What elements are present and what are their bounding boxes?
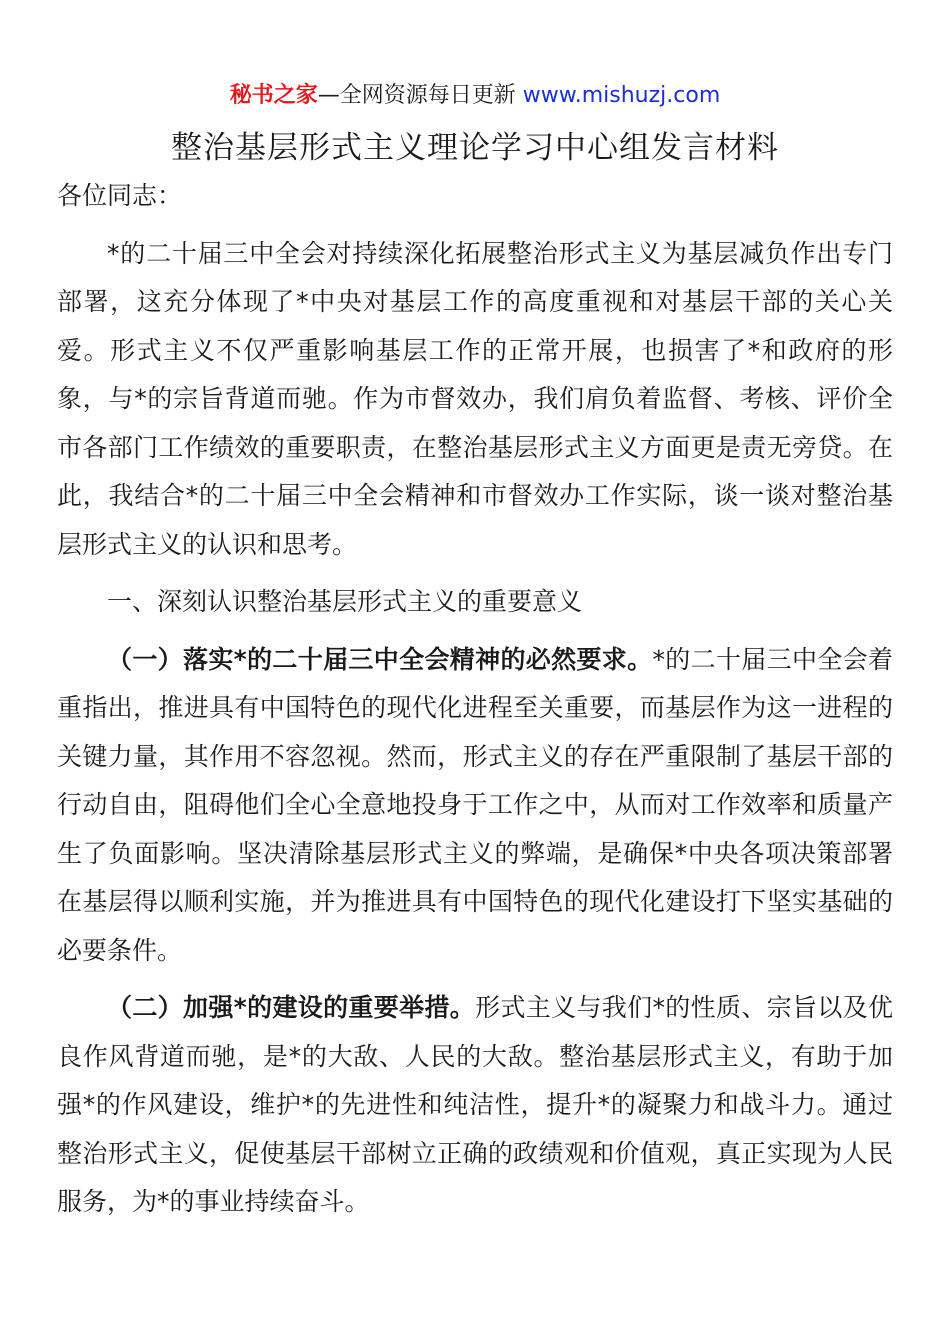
paragraph-1-text: *的二十届三中全会着重指出，推进具有中国特色的现代化进程至关重要，而基层作为这一进程的关键力量，其作用不容忽视。然而，形式主义的存在严重限制了基层干部的行动自由，阻碍他们全心全意地投身于工作之中，从而对工作效率和质量产生了负面影响。坚决清除基层形式主义的弊端，是确保*中央各项决策部署在基层得以顺利实施，并为推进具有中国特色的现代化建设打下坚实基础的必要条件。 xyxy=(57,644,893,965)
salutation: 各位同志： xyxy=(57,181,183,210)
paragraph-2-subheading: （二）加强*的建设的重要举措。 xyxy=(107,993,476,1022)
paragraph-1-subheading: （一）落实*的二十届三中全会精神的必然要求。 xyxy=(107,644,653,674)
paragraph-1 xyxy=(57,636,893,976)
document-body xyxy=(57,172,893,1227)
brand-name: 秘书之家 xyxy=(229,83,318,108)
header-tagline: —全网资源每日更新 xyxy=(317,83,523,108)
intro-paragraph: *的二十届三中全会对持续深化拓展整治形式主义为基层减负作出专门部署，这充分体现了*中央对基层工作的高度重视和对基层干部的关心关爱。形式主义不仅严重影响基层工作的正常开展，也损害了*和政府的形象，与*的宗旨背道而驰。作为市督效办，我们肩负着监督、考核、评价全市各部门工作绩效的重要职责，在整治基层形式主义方面更是责无旁贷。在此，我结合*的二十届三中全会精神和市督效办工作实际，谈一谈对整治基层形式主义的认识和思考。 xyxy=(57,238,893,559)
paragraph-2 xyxy=(57,984,893,1227)
spacer xyxy=(57,221,893,230)
paragraph-2-text: 形式主义与我们*的性质、宗旨以及优良作风背道而驰，是*的大敌、人民的大敌。整治基层形式主义，有助于加强*的作风建设，维护*的先进性和纯洁性，提升*的凝聚力和战斗力。通过整治形式主义，促使基层干部树立正确的政绩观和价值观，真正实现为人民服务，为*的事业持续奋斗。 xyxy=(57,993,893,1216)
document-title: 整治基层形式主义理论学习中心组发言材料 xyxy=(171,130,779,166)
section-heading: 一、深刻认识整治基层形式主义的重要意义 xyxy=(107,587,583,616)
spacer xyxy=(57,627,893,636)
spacer xyxy=(57,975,893,984)
spacer xyxy=(57,569,893,578)
site-header xyxy=(0,80,950,112)
site-url-link[interactable]: www.mishuzj.com xyxy=(522,83,721,108)
